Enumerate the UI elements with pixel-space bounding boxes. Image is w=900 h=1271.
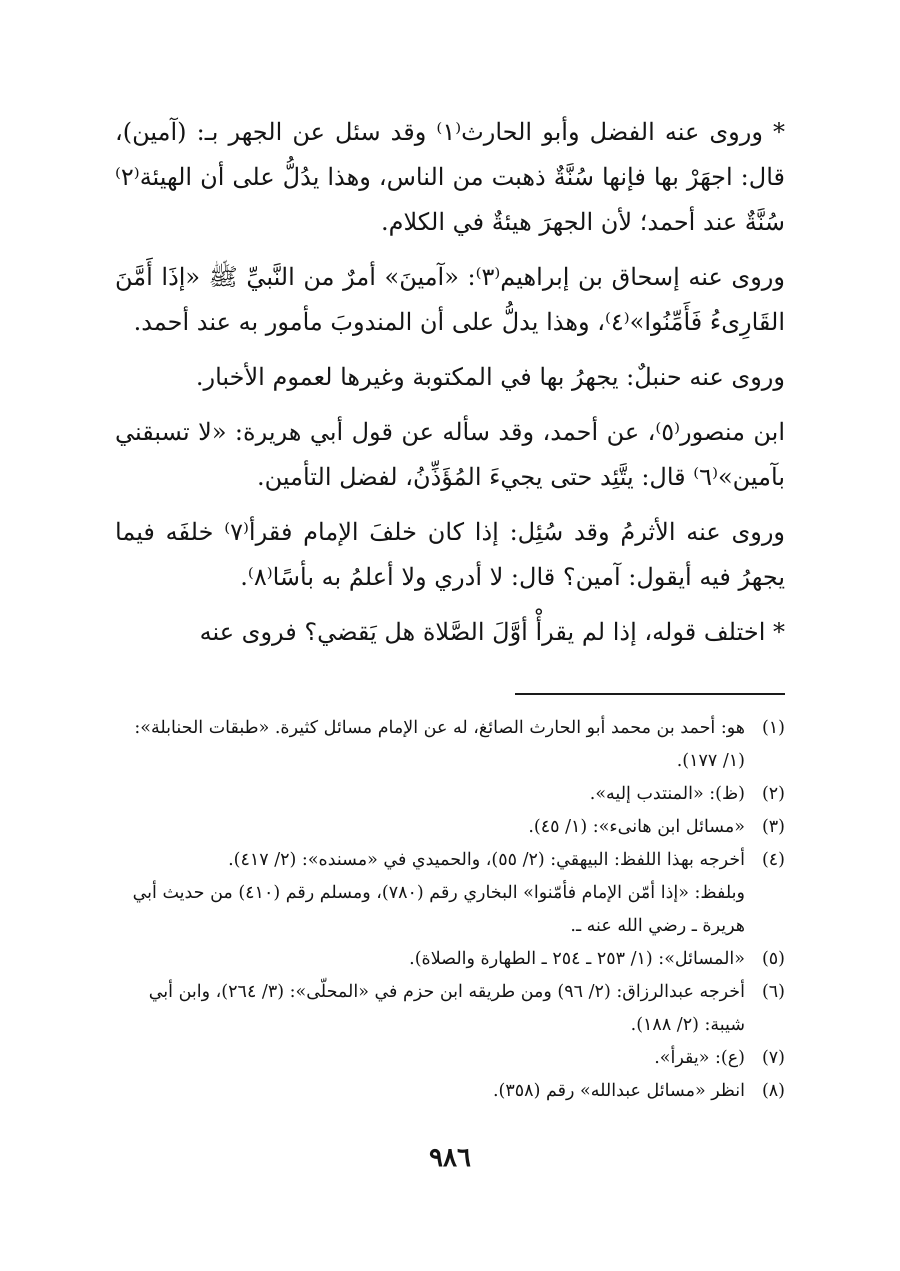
- page-number: ٩٨٦: [429, 1143, 471, 1173]
- footnote-text: أخرجه بهذا اللفظ: البيهقي: (٢/ ٥٥)، والحميدي في «مسنده»: (٢/ ٤١٧).: [228, 850, 745, 870]
- footnote-continuation: وبلفظ: «إذا أمّن الإمام فأمّنوا» البخاري رقم (٧٨٠)، ومسلم رقم (٤١٠) من حديث أبي هريرة ـ رضي الله عنه ـ.: [132, 883, 745, 936]
- footnote-separator: [515, 693, 785, 695]
- footnote-number: (٨): [761, 1081, 785, 1101]
- footnote-number: (٣): [761, 817, 785, 837]
- footnote-text: «مسائل ابن هانىء»: (١/ ٤٥).: [528, 817, 745, 837]
- paragraph: وروى عنه الأثرمُ وقد سُئِل: إذا كان خلفَ الإمام فقرأ⁽٧⁾ خلفَه فيما يجهرُ فيه أيقول: آمين؟ قال: لا أدري ولا أعلمُ به بأسًا⁽٨⁾.: [115, 518, 786, 591]
- footnote: [115, 778, 785, 811]
- main-text: [115, 110, 785, 665]
- footnote: [115, 943, 785, 976]
- footnote: [115, 1042, 785, 1075]
- footnote-text: أخرجه عبدالرزاق: (٢/ ٩٦) ومن طريقه ابن حزم في «المحلّى»: (٣/ ٢٦٤)، وابن أبي شيبة: (٢/ ١٨٨).: [148, 982, 745, 1035]
- paragraph: وروى عنه حنبلٌ: يجهرُ بها في المكتوبة وغيرها لعموم الأخبار.: [195, 363, 785, 391]
- footnote: [115, 976, 785, 1042]
- footnote-text: هو: أحمد بن محمد أبو الحارث الصائغ، له عن الإمام مسائل كثيرة. «طبقات الحنابلة»: (١/ ١٧٧).: [134, 718, 745, 771]
- footnote-text: «المسائل»: (١/ ٢٥٣ ـ ٢٥٤ ـ الطهارة والصلاة).: [409, 949, 745, 969]
- footnote-number: (٤): [761, 850, 785, 870]
- footnote-text: انظر «مسائل عبدالله» رقم (٣٥٨).: [492, 1081, 745, 1101]
- footnote-number: (٧): [761, 1048, 785, 1068]
- footnote: [115, 1075, 785, 1108]
- footnote: [115, 712, 785, 778]
- footnote-number: (٢): [761, 784, 785, 804]
- footnote: [115, 811, 785, 844]
- footnote-text: (ظ): «المنتدب إليه».: [589, 784, 745, 804]
- paragraph: * اختلف قوله، إذا لم يقرأْ أوَّلَ الصَّلاة هل يَقضي؟ فروى عنه: [199, 618, 785, 646]
- paragraph: ابن منصور⁽٥⁾، عن أحمد، وقد سأله عن قول أبي هريرة: «لا تسبقني بآمين»⁽٦⁾ قال: يتَّئِد حتى يجيءَ المُؤَذِّنُ، لفضل التأمين.: [115, 418, 785, 491]
- footnote-number: (٦): [761, 982, 785, 1002]
- footnotes: [115, 712, 785, 1108]
- footnote-body: [115, 844, 745, 943]
- footnote-number: (٥): [761, 949, 785, 969]
- footnote-number: (١): [761, 718, 785, 738]
- footnote: [115, 844, 785, 943]
- footnote-text: (ع): «يقرأ».: [654, 1048, 745, 1068]
- paragraph: وروى عنه إسحاق بن إبراهيم⁽٣⁾: «آمينَ» أمرٌ من النَّبيِّ ﷺ «إذَا أَمَّنَ القَارِىءُ فَأَمِّنُوا»⁽٤⁾، وهذا يدلُّ على أن المندوبَ مأمور به عند أحمد.: [115, 263, 785, 336]
- paragraph: * وروى عنه الفضل وأبو الحارث⁽١⁾ وقد سئل عن الجهر بـ: (آمين)، قال: اجهَرْ بها فإنها سُنَّةٌ ذهبت من الناس، وهذا يدُلُّ على أن الهيئة⁽٢⁾ سُنَّةٌ عند أحمد؛ لأن الجهرَ هيئةٌ في الكلام.: [115, 118, 786, 236]
